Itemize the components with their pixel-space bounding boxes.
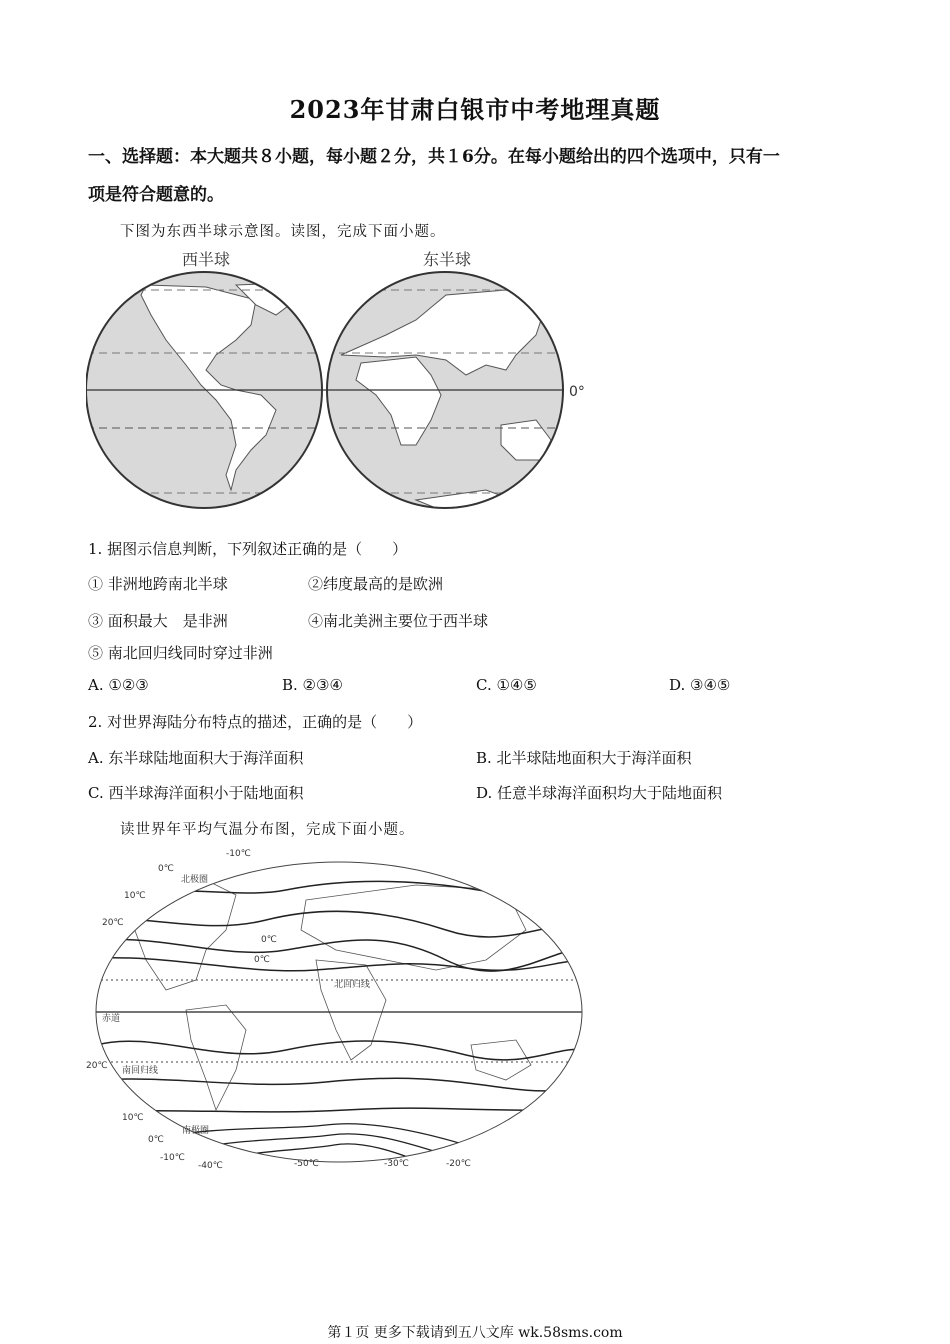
iso-label-m50: -50℃ (294, 1159, 319, 1169)
iso-label-m40: -40℃ (198, 1161, 223, 1171)
iso-label-m10s: -10℃ (160, 1153, 185, 1163)
q1-item-1: ① 非洲地跨南北半球 (88, 575, 228, 593)
iso-label-20s: 20℃ (86, 1061, 108, 1071)
iso-label-10s: 10℃ (122, 1113, 144, 1123)
iso-label-mid0a: 0℃ (261, 935, 277, 945)
q2-option-d[interactable]: D. 任意半球海洋面积均大于陆地面积 (476, 784, 723, 802)
iso-label-10: 10℃ (124, 891, 146, 901)
intro-hemisphere: 下图为东西半球示意图。读图，完成下面小题。 (120, 224, 446, 240)
q1-option-a[interactable]: A. ①②③ (88, 676, 149, 694)
iso-label-m20: -20℃ (446, 1159, 471, 1169)
equator-label: 0° (569, 384, 585, 400)
q1-option-d[interactable]: D. ③④⑤ (669, 676, 731, 694)
q1-option-b[interactable]: B. ②③④ (282, 676, 343, 694)
q1-item-5: ⑤ 南北回归线同时穿过非洲 (88, 644, 273, 662)
tropic-north-label: 北回归线 (334, 980, 371, 990)
hemisphere-map (86, 245, 586, 520)
iso-label-0s: 0℃ (148, 1135, 164, 1145)
q1-item-3: ③ 面积最大 是非洲 (88, 612, 228, 630)
tropic-south-label: 南回归线 (122, 1066, 159, 1076)
east-hemisphere-label: 东半球 (423, 250, 472, 269)
iso-label-20: 20℃ (102, 918, 124, 928)
iso-label-m30: -30℃ (384, 1159, 409, 1169)
q2-option-c[interactable]: C. 西半球海洋面积小于陆地面积 (88, 784, 304, 802)
q2-option-b[interactable]: B. 北半球陆地面积大于海洋面积 (476, 749, 692, 767)
intro-temperature: 读世界年平均气温分布图，完成下面小题。 (120, 822, 415, 838)
section-heading-line1: 一、选择题：本大题共８小题，每小题２分，共１6分。在每小题给出的四个选项中，只有一 (88, 147, 780, 167)
section-heading-line2: 项是符合题意的。 (88, 185, 224, 205)
equator-label-temp: 赤道 (102, 1014, 121, 1024)
q2-option-a[interactable]: A. 东半球陆地面积大于海洋面积 (88, 749, 304, 767)
page-footer: 第１页 更多下载请到五八文库 wk.58sms.com (327, 1325, 623, 1341)
west-hemisphere-label: 西半球 (182, 250, 231, 269)
temperature-map (86, 840, 591, 1175)
q1-item-4: ④南北美洲主要位于西半球 (308, 612, 489, 630)
iso-label-0: 0℃ (158, 864, 174, 874)
iso-label-top-m10: -10℃ (226, 849, 251, 859)
arctic-circle-label: 北极圈 (181, 875, 209, 885)
iso-label-mid0b: 0℃ (254, 955, 270, 965)
q1-stem: 1. 据图示信息判断，下列叙述正确的是（ ） (88, 540, 408, 558)
q2-stem: 2. 对世界海陆分布特点的描述，正确的是（ ） (88, 713, 423, 731)
temperature-map-body (86, 840, 591, 1175)
antarctic-circle-label: 南极圈 (182, 1126, 210, 1136)
q1-item-2: ②纬度最高的是欧洲 (308, 575, 444, 593)
q1-option-c[interactable]: C. ①④⑤ (476, 676, 537, 694)
page-title: 2023年甘肃白银市中考地理真题 (289, 95, 661, 124)
